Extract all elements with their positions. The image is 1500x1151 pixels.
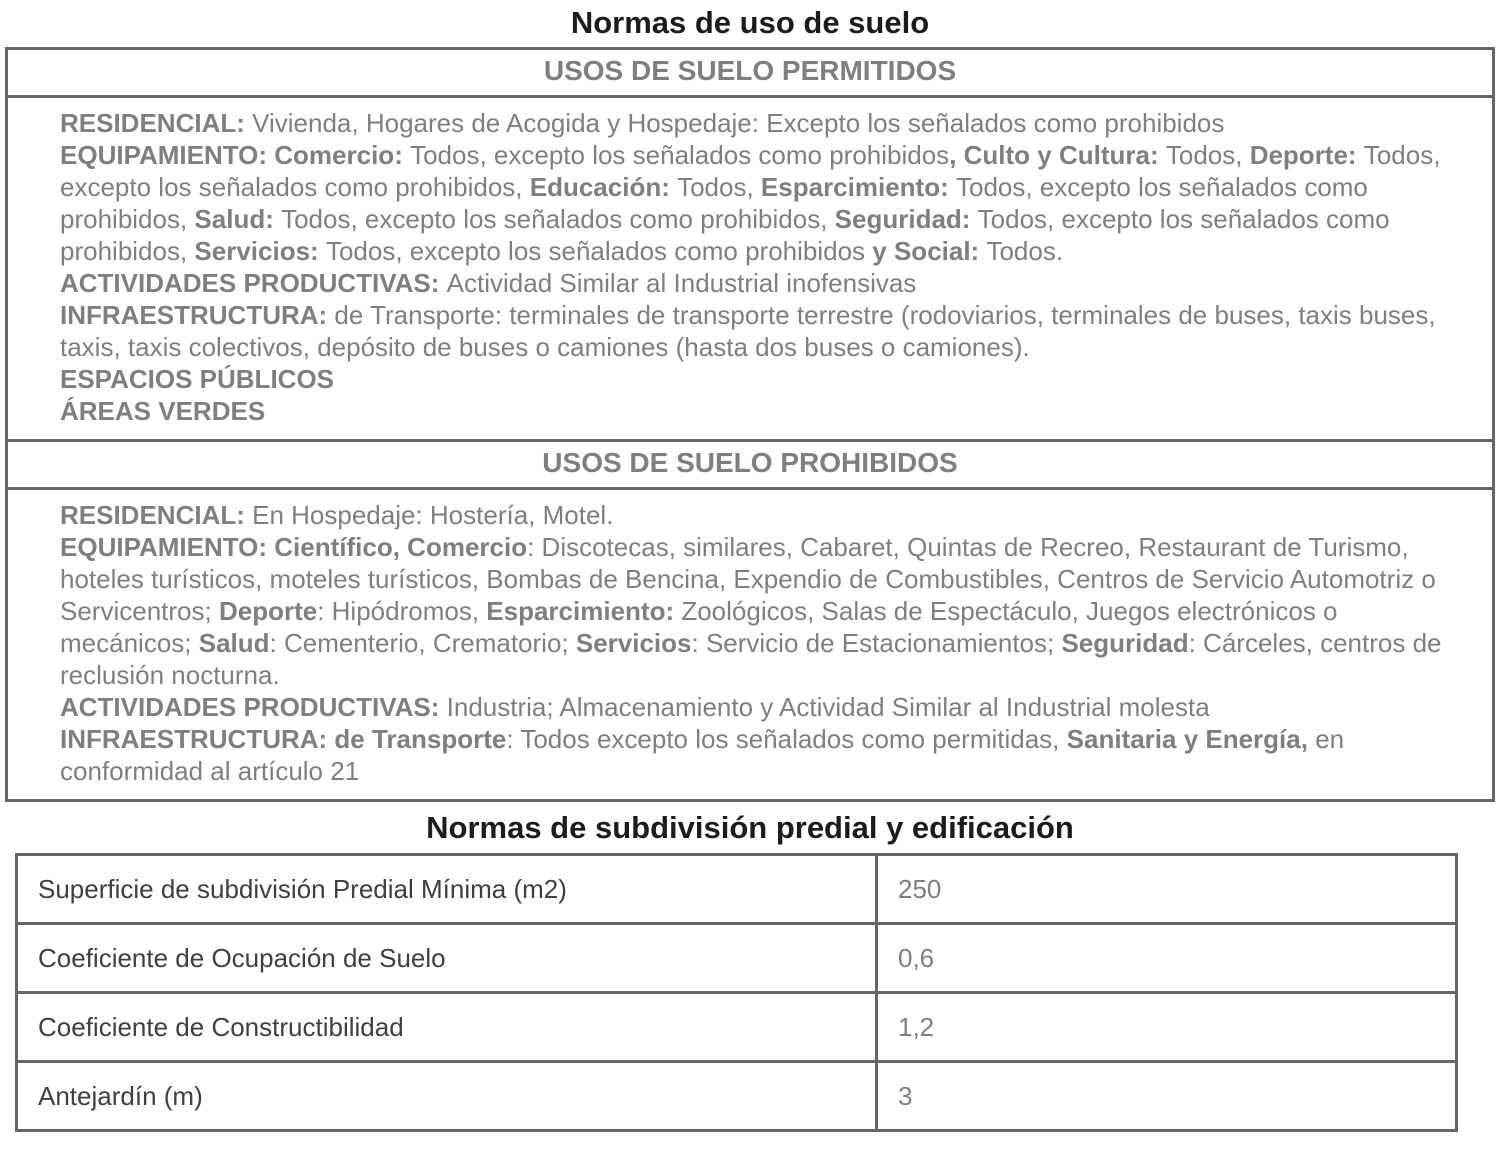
- rich-paragraph: ACTIVIDADES PRODUCTIVAS: Industria; Almacenamiento y Actividad Similar al Industrial molesta: [60, 692, 1210, 723]
- table-row: [17, 1062, 1457, 1131]
- land-use-table: [5, 47, 1495, 802]
- row-label: Superficie de subdivisión Predial Mínima (m2): [17, 855, 877, 924]
- rich-paragraph: RESIDENCIAL: En Hospedaje: Hostería, Motel.: [60, 500, 614, 531]
- rich-paragraph: ESPACIOS PÚBLICOS: [60, 364, 335, 395]
- rich-paragraph: ACTIVIDADES PRODUCTIVAS: Actividad Similar al Industrial inofensivas: [60, 268, 917, 299]
- rich-paragraph: EQUIPAMIENTO: Comercio: Todos, excepto los señalados como prohibidos, Culto y Cultura: Todos, Deporte: Todos, excepto los señalados como prohibidos, Educación: Todos, Esparcimiento: Todos, excepto los señalados como prohibidos, Salud: Todos, excepto los señalados como prohibidos, Seguridad: Todos, excepto los señalados como prohibidos, Servicios: Todos, excepto los señalados como prohibidos y Social: Todos.: [60, 140, 1441, 267]
- row-label: Coeficiente de Ocupación de Suelo: [17, 924, 877, 993]
- table-row: [17, 924, 1457, 993]
- row-label: Antejardín (m): [17, 1062, 877, 1131]
- permitted-uses-body: [8, 98, 1492, 439]
- prohibited-uses-header: USOS DE SUELO PROHIBIDOS: [8, 439, 1492, 490]
- rich-paragraph: EQUIPAMIENTO: Científico, Comercio: Discotecas, similares, Cabaret, Quintas de Recreo, Restaurant de Turismo, hoteles turísticos, moteles turísticos, Bombas de Bencina, Expendio de Combustibles, Centros de Servicio Automotriz o Servicentros; Deporte: Hipódromos, Esparcimiento: Zoológicos, Salas de Espectáculo, Juegos electrónicos o mecánicos; Salud: Cementerio, Crematorio; Servicios: Servicio de Estacionamientos; Seguridad: Cárceles, centros de reclusión nocturna.: [60, 532, 1442, 691]
- subdivision-table: [15, 853, 1458, 1132]
- prohibited-uses-body: [8, 490, 1492, 799]
- row-value: 1,2: [877, 993, 1457, 1062]
- table-row: [17, 993, 1457, 1062]
- rich-paragraph: ÁREAS VERDES: [60, 396, 266, 427]
- row-value: 250: [877, 855, 1457, 924]
- row-label: Coeficiente de Constructibilidad: [17, 993, 877, 1062]
- rich-paragraph: INFRAESTRUCTURA: de Transporte: terminales de transporte terrestre (rodoviarios, terminales de buses, taxis buses, taxis, taxis colectivos, depósito de buses o camiones (hasta dos buses o camiones).: [60, 300, 1436, 363]
- row-value: 3: [877, 1062, 1457, 1131]
- permitted-uses-header: USOS DE SUELO PERMITIDOS: [8, 50, 1492, 98]
- rich-paragraph: RESIDENCIAL: Vivienda, Hogares de Acogida y Hospedaje: Excepto los señalados como prohibidos: [60, 108, 1225, 139]
- table-row: [17, 855, 1457, 924]
- subdivision-title: Normas de subdivisión predial y edificación: [426, 810, 1074, 846]
- row-value: 0,6: [877, 924, 1457, 993]
- page-title: Normas de uso de suelo: [570, 5, 930, 40]
- rich-paragraph: INFRAESTRUCTURA: de Transporte: Todos excepto los señalados como permitidas, Sanitaria y Energía, en conformidad al artículo 21: [60, 724, 1345, 787]
